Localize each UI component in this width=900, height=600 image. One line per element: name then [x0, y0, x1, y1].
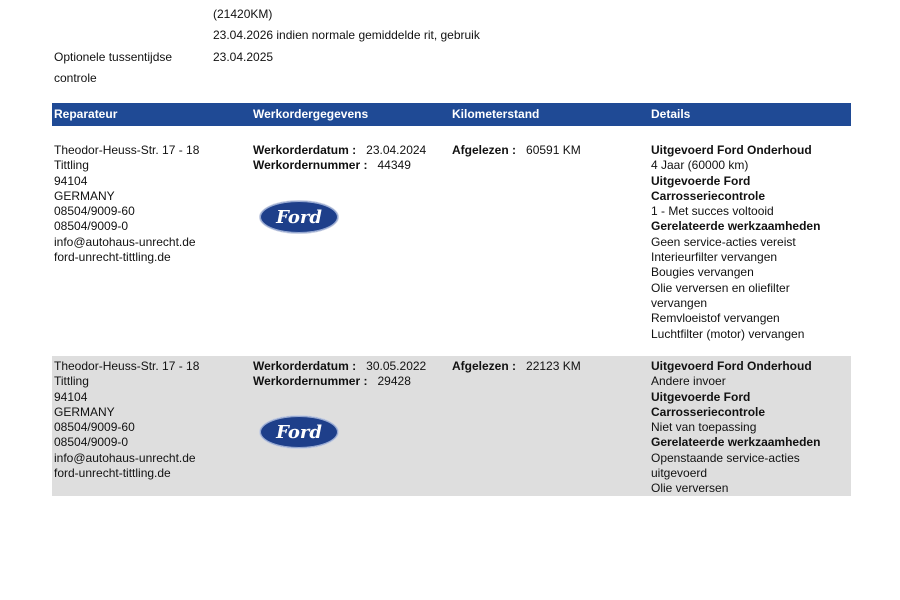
dealer-postcode: 94104 — [54, 389, 88, 404]
detail-item: Geen service-acties vereist — [651, 234, 796, 249]
detail-item: Andere invoer — [651, 374, 726, 389]
service-details — [651, 143, 831, 342]
detail-item: Openstaande service-acties uitgevoerd — [651, 450, 800, 481]
optional-check-label: Optionele tussentijdse — [54, 50, 173, 64]
detail-item: Interieurfilter vervangen — [651, 250, 778, 265]
next-service-km: (21420KM) — [213, 7, 273, 21]
ford-logo-text: Ford — [276, 421, 322, 443]
service-history-header — [52, 103, 851, 126]
detail-item: Bougies vervangen — [651, 265, 754, 280]
work-order-date: 23.04.2024 — [366, 143, 427, 157]
detail-heading: Gerelateerde werkzaamheden — [651, 435, 821, 450]
dealer-address — [54, 359, 199, 481]
dealer-city: Tittling — [54, 374, 89, 389]
work-order-number: 29428 — [377, 374, 411, 389]
dealer-phone: 08504/9009-60 — [54, 420, 135, 435]
detail-heading: Uitgevoerde Ford Carrosseriecontrole — [651, 389, 766, 419]
dealer-phone-alt: 08504/9009-0 — [54, 435, 129, 450]
ford-logo-text: Ford — [276, 206, 322, 228]
detail-heading: Uitgevoerd Ford Onderhoud — [651, 359, 812, 373]
detail-item: Niet van toepassing — [651, 420, 757, 435]
dealer-country: GERMANY — [54, 188, 115, 203]
odometer — [452, 143, 581, 158]
detail-heading: Gerelateerde werkzaamheden — [651, 219, 821, 234]
ford-logo — [260, 416, 338, 448]
work-order-date: 30.05.2022 — [366, 359, 427, 373]
detail-item: Luchtfilter (motor) vervangen — [651, 326, 805, 341]
work-order-number: 44349 — [377, 158, 411, 173]
odometer-label: Afgelezen : — [452, 359, 517, 373]
dealer-website: ford-unrecht-tittling.de — [54, 250, 171, 265]
header-kilometerstand: Kilometerstand — [452, 107, 540, 121]
odometer-label: Afgelezen : — [452, 143, 517, 157]
dealer-phone-alt: 08504/9009-0 — [54, 219, 129, 234]
work-order-date-label: Werkorderdatum : — [253, 143, 357, 157]
detail-item: Remvloeistof vervangen — [651, 311, 780, 326]
work-order-info — [253, 143, 426, 174]
optional-check-date: 23.04.2025 — [213, 50, 274, 64]
header-werkordergegevens: Werkordergegevens — [253, 107, 369, 121]
dealer-city: Tittling — [54, 158, 89, 173]
dealer-address — [54, 143, 199, 265]
dealer-website: ford-unrecht-tittling.de — [54, 466, 171, 481]
detail-item: Olie verversen en oliefilter vervangen — [651, 280, 790, 310]
ford-logo — [260, 201, 338, 233]
next-service-date: 23.04.2026 indien normale gemiddelde rit, gebruik — [213, 28, 480, 42]
work-order-number-label: Werkordernummer : — [253, 374, 368, 389]
odometer — [452, 359, 581, 374]
dealer-country: GERMANY — [54, 404, 115, 419]
header-reparateur: Reparateur — [54, 107, 118, 121]
dealer-phone: 08504/9009-60 — [54, 204, 135, 219]
optional-check-label-cont: controle — [54, 71, 97, 85]
dealer-email: info@autohaus-unrecht.de — [54, 234, 196, 249]
header-details: Details — [651, 107, 691, 121]
detail-item: 1 - Met succes voltooid — [651, 204, 774, 219]
work-order-info — [253, 359, 426, 390]
work-order-date-label: Werkorderdatum : — [253, 359, 357, 373]
dealer-street: Theodor-Heuss-Str. 17 - 18 — [54, 143, 200, 157]
detail-item: 4 Jaar (60000 km) — [651, 158, 749, 173]
dealer-street: Theodor-Heuss-Str. 17 - 18 — [54, 359, 200, 373]
detail-heading: Uitgevoerd Ford Onderhoud — [651, 143, 812, 157]
service-record — [52, 140, 851, 346]
service-details — [651, 359, 831, 497]
work-order-number-label: Werkordernummer : — [253, 158, 368, 173]
odometer-value: 60591 KM — [526, 143, 581, 157]
detail-item: Olie verversen — [651, 481, 729, 496]
dealer-email: info@autohaus-unrecht.de — [54, 450, 196, 465]
detail-heading: Uitgevoerde Ford Carrosseriecontrole — [651, 173, 766, 203]
dealer-postcode: 94104 — [54, 173, 88, 188]
service-record — [52, 356, 851, 496]
odometer-value: 22123 KM — [526, 359, 581, 373]
